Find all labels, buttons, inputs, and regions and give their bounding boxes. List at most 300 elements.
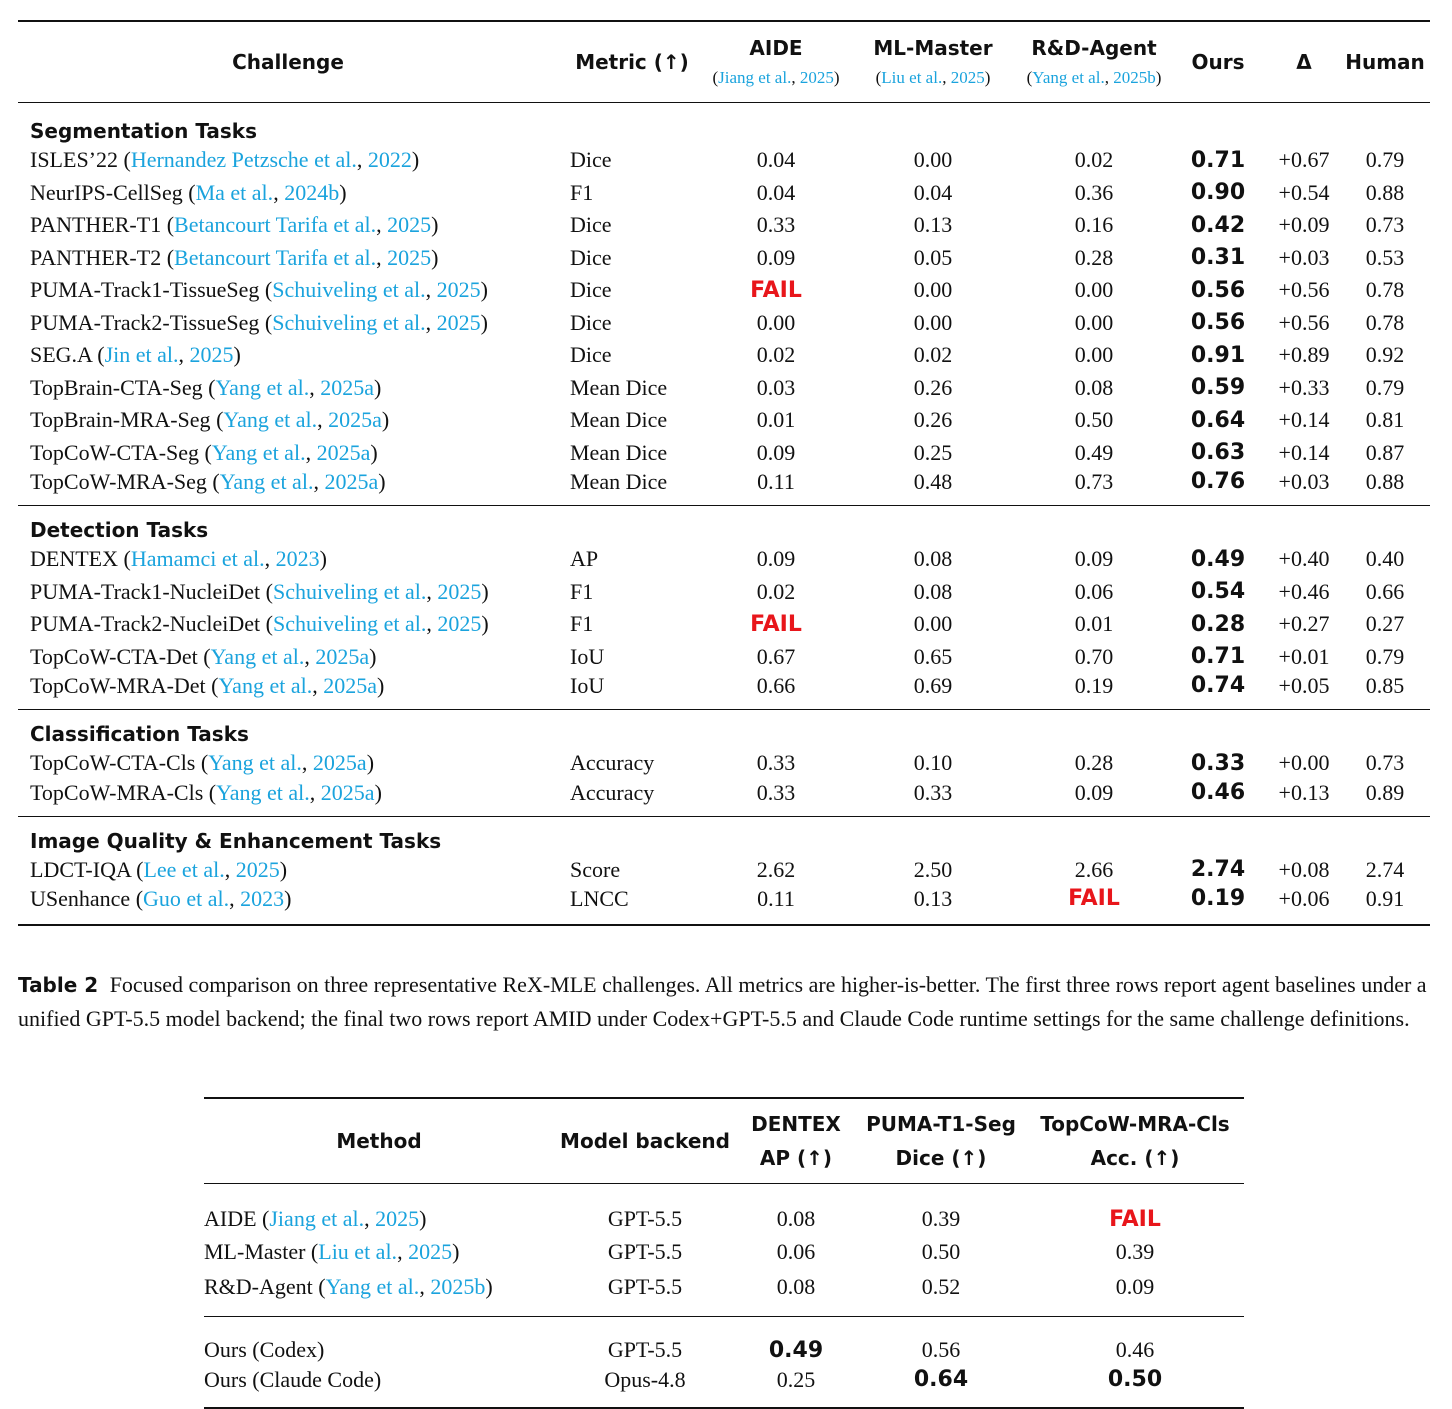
mlmaster-score-cell: 0.04 [913, 179, 953, 205]
ours-score-cell: 0.63 [1190, 440, 1246, 466]
topcow-score-cell: FAIL [1109, 1207, 1161, 1232]
metric-cell: F1 [570, 179, 594, 205]
cite-year-link[interactable]: 2025a [323, 673, 377, 698]
human-score-cell: 0.73 [1365, 750, 1405, 776]
aide-score-cell: 0.09 [756, 244, 796, 270]
table-row [18, 177, 1430, 210]
metric-cell: Dice [570, 244, 612, 270]
ours-score-cell: 0.46 [1168, 780, 1268, 817]
table-row [18, 437, 1430, 470]
cite-year-link[interactable]: 2025a [320, 374, 374, 400]
metric-cell: Dice [570, 212, 612, 238]
challenge-name: TopCoW-CTA-Det [30, 643, 198, 669]
rdagent-score-cell: 0.01 [1074, 611, 1114, 637]
cite-link[interactable]: Yang et al. [219, 469, 314, 494]
puma-score-cell: 0.64 [856, 1365, 1026, 1408]
table-row [18, 747, 1430, 780]
cite-link[interactable]: Yang et al. [218, 673, 313, 698]
human-score-cell: 0.87 [1365, 439, 1405, 465]
cite-link[interactable]: Hernandez Petzsche et al. [130, 147, 357, 173]
challenge-name: PUMA-Track1-NucleiDet [30, 578, 261, 604]
challenge-cell: TopBrain-CTA-Seg (Yang et al., 2025a) [30, 374, 382, 400]
puma-score-cell: 0.39 [921, 1206, 961, 1231]
metric-cell: Mean Dice [570, 407, 668, 433]
human-score-cell: 0.79 [1365, 147, 1405, 173]
rdagent-score-cell: 0.50 [1074, 407, 1114, 433]
cite-link[interactable]: Schuiveling et al. [272, 611, 427, 637]
challenge-name: NeurIPS-CellSeg [30, 179, 183, 205]
cite-year-link[interactable]: 2025 [950, 68, 985, 87]
ours-score-cell: 0.91 [1190, 342, 1246, 368]
cite-link[interactable]: Liu et al. [881, 68, 943, 87]
challenge-cell: TopCoW-MRA-Cls (Yang et al., 2025a) [18, 780, 558, 817]
cite-year-link[interactable]: 2025 [387, 244, 432, 270]
mlmaster-score-cell: 0.00 [913, 147, 953, 173]
metric-cell: IoU [558, 673, 706, 710]
delta-score-cell: +0.05 [1268, 673, 1340, 710]
section-header-row [18, 710, 1430, 748]
section-header-row [18, 816, 1430, 854]
aide-score-cell: 0.33 [756, 212, 796, 238]
ours-score-cell: 2.74 [1190, 857, 1246, 883]
method-cell: AIDE (Jiang et al., 2025) [204, 1206, 427, 1231]
challenge-cell: SEG.A (Jin et al., 2025) [30, 342, 241, 368]
section-title: Segmentation Tasks [30, 119, 258, 143]
metric-cell: LNCC [558, 886, 706, 925]
cite-link[interactable]: Lee et al. [143, 856, 225, 882]
header-mlmaster-label: ML-Master [873, 36, 993, 60]
rdagent-score-cell: 0.08 [1074, 374, 1114, 400]
puma-score-cell: 0.56 [921, 1336, 961, 1362]
backend-cell: GPT-5.5 [607, 1206, 683, 1231]
rdagent-score-cell: 0.00 [1074, 277, 1114, 303]
caption-text: Focused comparison on three representative ReX-MLE challenges. All metrics are higher-is-better. The first three rows report agent baselines under a unified GPT-5.5 model backend; the final two rows report AMID under Codex+GPT-5.5 and Claude Code runtime settings for the same challenge definitions. [18, 972, 1427, 1031]
challenge-cell: PANTHER-T2 (Betancourt Tarifa et al., 2025) [30, 244, 439, 270]
cite-year-link[interactable]: 2025 [436, 277, 481, 303]
challenge-name: PANTHER-T2 [30, 244, 162, 270]
challenge-name: LDCT-IQA [30, 856, 131, 882]
challenge-name: TopCoW-MRA-Seg [30, 469, 207, 494]
method-name: AIDE [204, 1206, 257, 1231]
challenge-name: PUMA-Track1-TissueSeg [30, 277, 260, 303]
delta-score-cell: +0.03 [1278, 244, 1330, 270]
ours-score-cell: 0.31 [1190, 245, 1246, 271]
mlmaster-score-cell: 0.65 [913, 643, 953, 669]
challenge-cell: TopCoW-MRA-Det (Yang et al., 2025a) [18, 673, 558, 710]
delta-score-cell: +0.40 [1278, 546, 1330, 572]
metric-cell: Mean Dice [570, 439, 668, 465]
human-score-cell: 0.88 [1340, 469, 1430, 506]
ours-score-cell: 0.74 [1168, 673, 1268, 710]
mlmaster-score-cell: 2.50 [913, 856, 953, 882]
rdagent-score-cell: 0.00 [1074, 309, 1114, 335]
table-row [204, 1184, 1244, 1236]
dentex-score-cell: 0.06 [776, 1239, 816, 1265]
human-score-cell: 0.78 [1365, 277, 1405, 303]
delta-score-cell: +0.54 [1278, 179, 1330, 205]
challenge-cell: TopCoW-CTA-Det (Yang et al., 2025a) [30, 643, 377, 669]
cite-link[interactable]: Yang et al. [325, 1273, 420, 1299]
table-row [18, 576, 1430, 609]
delta-score-cell: +0.46 [1278, 578, 1330, 604]
table-caption [18, 968, 1434, 1035]
cite-link[interactable]: Jin et al. [104, 342, 179, 368]
metric-cell: Dice [570, 309, 612, 335]
header-delta: Δ [1268, 21, 1340, 103]
cite-year-link[interactable]: 2025 [375, 1206, 420, 1231]
challenge-name: PUMA-Track2-NucleiDet [30, 611, 261, 637]
method-cell: Ours (Claude Code) [204, 1365, 554, 1408]
table-row [204, 1270, 1244, 1317]
metric-cell: AP [570, 546, 599, 572]
mlmaster-score-cell: 0.00 [913, 309, 953, 335]
header-rdagent-label: R&D-Agent [1031, 36, 1157, 60]
table-row [18, 209, 1430, 242]
challenge-name: SEG.A [30, 342, 92, 368]
topcow-score-cell: 0.39 [1115, 1239, 1155, 1265]
metric-cell: Accuracy [570, 750, 655, 776]
aide-score-cell: 0.11 [706, 469, 846, 506]
comparison-table-header [204, 1098, 1244, 1184]
challenge-cell: PUMA-Track1-NucleiDet (Schuiveling et al., 2025) [30, 578, 489, 604]
challenge-cell: LDCT-IQA (Lee et al., 2025) [30, 856, 288, 882]
comparison-table [204, 1097, 1244, 1409]
cite-year-link[interactable]: 2025a [320, 779, 375, 805]
challenge-cell: TopBrain-MRA-Seg (Yang et al., 2025a) [30, 407, 390, 433]
human-score-cell: 0.79 [1365, 374, 1405, 400]
cite-year-link[interactable]: 2023 [240, 886, 285, 911]
rdagent-score-cell: 0.70 [1074, 643, 1114, 669]
cite-year-link[interactable]: 2025a [328, 407, 382, 433]
dentex-score-cell: 0.25 [736, 1365, 856, 1408]
ours-score-cell: 0.76 [1168, 469, 1268, 506]
cite-link[interactable]: Guo et al. [143, 886, 230, 911]
table-row [18, 307, 1430, 340]
cite-year-link[interactable]: 2025 [436, 309, 481, 335]
cite-link[interactable]: Hamamci et al. [130, 546, 265, 572]
challenge-name: USenhance [30, 886, 131, 911]
cite-year-link[interactable]: 2024b [284, 179, 340, 205]
header-challenge: Challenge [18, 21, 558, 103]
cite-year-link[interactable]: 2025 [235, 856, 280, 882]
rdagent-score-cell: FAIL [1020, 886, 1168, 925]
header-mlmaster-citation: (Liu et al., 2025) [875, 68, 991, 87]
human-score-cell: 0.92 [1365, 342, 1405, 368]
ours-score-cell: 0.54 [1190, 579, 1246, 605]
aide-score-cell: 0.04 [756, 147, 796, 173]
metric-cell: IoU [570, 643, 605, 669]
method-cell: Ours (Codex) [204, 1336, 325, 1362]
mlmaster-score-cell: 0.48 [846, 469, 1020, 506]
rdagent-score-cell: 0.19 [1020, 673, 1168, 710]
aide-score-cell: 0.33 [706, 780, 846, 817]
caption-label: Table 2 [18, 973, 99, 997]
ours-score-cell: 0.90 [1190, 180, 1246, 206]
human-score-cell: 0.85 [1340, 673, 1430, 710]
ours-score-cell: 0.71 [1190, 644, 1246, 670]
backend-cell: GPT-5.5 [607, 1239, 683, 1265]
delta-score-cell: +0.01 [1278, 643, 1330, 669]
ours-score-cell: 0.64 [1190, 407, 1246, 433]
rdagent-score-cell: 0.28 [1074, 244, 1114, 270]
mlmaster-score-cell: 0.00 [913, 611, 953, 637]
cite-year-link[interactable]: 2022 [367, 147, 412, 173]
cite-link[interactable]: Yang et al. [215, 374, 310, 400]
cite-link[interactable]: Betancourt Tarifa et al. [174, 212, 377, 238]
metric-cell: Score [570, 856, 621, 882]
challenge-name: TopBrain-CTA-Seg [30, 374, 203, 400]
topcow-score-cell: 0.09 [1026, 1270, 1244, 1317]
header-human: Human [1340, 21, 1430, 103]
delta-score-cell: +0.56 [1278, 277, 1330, 303]
delta-score-cell: +0.03 [1268, 469, 1340, 506]
rdagent-score-cell: 2.66 [1074, 856, 1114, 882]
backend-cell: Opus-4.8 [554, 1365, 736, 1408]
metric-cell: Dice [570, 147, 612, 173]
mlmaster-score-cell: 0.69 [846, 673, 1020, 710]
dentex-score-cell: 0.49 [768, 1337, 824, 1363]
challenge-name: TopBrain-MRA-Seg [30, 407, 211, 433]
delta-score-cell: +0.14 [1278, 439, 1330, 465]
topcow-score-cell: 0.50 [1026, 1365, 1244, 1408]
table-row [18, 641, 1430, 674]
challenge-name: TopCoW-CTA-Cls [30, 750, 196, 776]
mlmaster-score-cell: 0.26 [913, 374, 953, 400]
table-row [18, 854, 1430, 887]
rdagent-score-cell: 0.09 [1074, 546, 1114, 572]
table-row [204, 1365, 1244, 1408]
table-row [18, 372, 1430, 405]
delta-score-cell: +0.00 [1278, 750, 1330, 776]
mlmaster-score-cell: 0.08 [913, 546, 953, 572]
rdagent-score-cell: 0.73 [1020, 469, 1168, 506]
cite-link[interactable]: Yang et al. [216, 779, 310, 805]
challenge-name: PANTHER-T1 [30, 212, 162, 238]
human-score-cell: 2.74 [1365, 856, 1405, 882]
method-name: R&D-Agent [204, 1273, 313, 1299]
header-puma-name: PUMA-T1-Seg [866, 1112, 1016, 1136]
challenge-cell: PANTHER-T1 (Betancourt Tarifa et al., 2025) [30, 212, 439, 238]
mlmaster-score-cell: 0.13 [913, 212, 953, 238]
cite-link[interactable]: Betancourt Tarifa et al. [174, 244, 377, 270]
delta-score-cell: +0.67 [1278, 147, 1330, 173]
human-score-cell: 0.53 [1365, 244, 1405, 270]
rdagent-score-cell: 0.02 [1074, 147, 1114, 173]
challenge-name: TopCoW-CTA-Seg [30, 439, 200, 465]
table-row [204, 1235, 1244, 1270]
delta-score-cell: +0.89 [1278, 342, 1330, 368]
ours-score-cell: 0.42 [1190, 212, 1246, 238]
method-cell: R&D-Agent (Yang et al., 2025b) [204, 1270, 554, 1317]
challenge-cell: DENTEX (Hamamci et al., 2023) [30, 546, 327, 572]
challenge-cell: TopCoW-MRA-Seg (Yang et al., 2025a) [18, 469, 558, 506]
table-row [18, 242, 1430, 275]
aide-score-cell: 0.09 [756, 439, 796, 465]
delta-score-cell: +0.06 [1268, 886, 1340, 925]
challenge-cell: PUMA-Track2-TissueSeg (Schuiveling et al., 2025) [30, 309, 488, 335]
metric-cell: Mean Dice [570, 374, 668, 400]
delta-score-cell: +0.09 [1278, 212, 1330, 238]
challenge-name: ISLES’22 [30, 147, 118, 173]
challenge-cell: ISLES’22 (Hernandez Petzsche et al., 2022) [30, 147, 420, 173]
aide-score-cell: 0.00 [756, 309, 796, 335]
cite-link[interactable]: Yang et al. [208, 750, 302, 776]
cite-link[interactable]: Yang et al. [210, 643, 305, 669]
rdagent-score-cell: 0.09 [1020, 780, 1168, 817]
cite-year-link[interactable]: 2025 [437, 578, 482, 604]
rdagent-score-cell: 0.16 [1074, 212, 1114, 238]
delta-score-cell: +0.33 [1278, 374, 1330, 400]
human-score-cell: 0.89 [1340, 780, 1430, 817]
cite-year-link[interactable]: 2025b [430, 1273, 486, 1299]
challenge-cell: NeurIPS-CellSeg (Ma et al., 2024b) [30, 179, 347, 205]
header-aide [706, 21, 846, 103]
header-aide-label: AIDE [749, 36, 803, 60]
table-row [18, 469, 1430, 506]
human-score-cell: 0.91 [1340, 886, 1430, 925]
cite-year-link[interactable]: 2025b [1113, 68, 1156, 87]
mlmaster-score-cell: 0.25 [913, 439, 953, 465]
cite-link[interactable]: Jiang et al. [718, 68, 792, 87]
results-table-body [18, 103, 1430, 926]
header-puma-metric: Dice (↑) [895, 1146, 987, 1170]
puma-score-cell: 0.52 [856, 1270, 1026, 1317]
ours-score-cell: 0.56 [1190, 277, 1246, 303]
header-dentex [736, 1098, 856, 1184]
table-row [18, 543, 1430, 576]
metric-cell: Dice [570, 342, 612, 368]
header-backend: Model backend [554, 1098, 736, 1184]
ours-score-cell: 0.33 [1190, 750, 1246, 776]
ours-score-cell: 0.59 [1190, 375, 1246, 401]
aide-score-cell: 2.62 [756, 856, 796, 882]
aide-score-cell: 0.01 [756, 407, 796, 433]
aide-score-cell: 0.04 [756, 179, 796, 205]
cite-link[interactable]: Ma et al. [195, 179, 274, 205]
method-cell: ML-Master (Liu et al., 2025) [204, 1239, 460, 1265]
header-topcow-metric: Acc. (↑) [1090, 1146, 1180, 1170]
aide-score-cell: 0.67 [756, 643, 796, 669]
table-row [18, 404, 1430, 437]
delta-score-cell: +0.08 [1278, 856, 1330, 882]
cite-year-link[interactable]: 2025a [316, 439, 371, 465]
human-score-cell: 0.78 [1365, 309, 1405, 335]
header-dentex-name: DENTEX [751, 1112, 841, 1136]
header-rdagent-citation: (Yang et al., 2025b) [1026, 68, 1162, 87]
human-score-cell: 0.81 [1365, 407, 1405, 433]
mlmaster-score-cell: 0.05 [913, 244, 953, 270]
header-dentex-metric: AP (↑) [759, 1146, 833, 1170]
mlmaster-score-cell: 0.33 [846, 780, 1020, 817]
cite-year-link[interactable]: 2025a [312, 750, 367, 776]
challenge-cell: TopCoW-CTA-Seg (Yang et al., 2025a) [30, 439, 378, 465]
mlmaster-score-cell: 0.08 [913, 578, 953, 604]
section-title: Classification Tasks [30, 722, 249, 746]
challenge-name: TopCoW-MRA-Cls [30, 779, 204, 805]
aide-score-cell: FAIL [750, 277, 802, 303]
header-rdagent [1020, 21, 1168, 103]
puma-score-cell: 0.50 [921, 1239, 961, 1265]
challenge-name: TopCoW-MRA-Det [30, 673, 206, 698]
table-row [204, 1316, 1244, 1365]
table-row [18, 886, 1430, 925]
human-score-cell: 0.73 [1365, 212, 1405, 238]
cite-link[interactable]: Schuiveling et al. [272, 277, 426, 303]
section-header-row [18, 103, 1430, 145]
dentex-score-cell: 0.08 [776, 1206, 816, 1231]
human-score-cell: 0.40 [1365, 546, 1405, 572]
header-topcow-name: TopCoW-MRA-Cls [1040, 1112, 1230, 1136]
mlmaster-score-cell: 0.00 [913, 277, 953, 303]
delta-score-cell: +0.27 [1278, 611, 1330, 637]
rdagent-score-cell: 0.06 [1074, 578, 1114, 604]
method-name: ML-Master [204, 1239, 306, 1265]
topcow-score-cell: 0.46 [1115, 1336, 1155, 1362]
section-title: Image Quality & Enhancement Tasks [30, 828, 442, 853]
cite-year-link[interactable]: 2025a [324, 469, 379, 494]
cite-link[interactable]: Jiang et al. [269, 1206, 365, 1231]
rdagent-score-cell: 0.49 [1074, 439, 1114, 465]
cite-year-link[interactable]: 2023 [275, 546, 320, 572]
metric-cell: Accuracy [558, 780, 706, 817]
table-row [18, 673, 1430, 710]
cite-year-link[interactable]: 2025a [315, 643, 370, 669]
header-topcow [1026, 1098, 1244, 1184]
results-table-header [18, 21, 1430, 103]
header-aide-citation: (Jiang et al., 2025) [712, 68, 840, 87]
header-ours: Ours [1168, 21, 1268, 103]
dentex-score-cell: 0.08 [736, 1270, 856, 1317]
cite-link[interactable]: Yang et al. [223, 407, 318, 433]
mlmaster-score-cell: 0.02 [913, 342, 953, 368]
cite-year-link[interactable]: 2025 [408, 1239, 453, 1265]
ours-score-cell: 0.56 [1190, 310, 1246, 336]
metric-cell: F1 [570, 611, 594, 637]
challenge-name: DENTEX [30, 546, 118, 572]
cite-year-link[interactable]: 2025 [387, 212, 432, 238]
aide-score-cell: 0.11 [706, 886, 846, 925]
cite-link[interactable]: Yang et al. [211, 439, 306, 465]
cite-year-link[interactable]: 2025 [437, 611, 482, 637]
table-row [18, 339, 1430, 372]
cite-link[interactable]: Schuiveling et al. [272, 578, 427, 604]
cite-link[interactable]: Liu et al. [318, 1239, 398, 1265]
aide-score-cell: 0.09 [756, 546, 796, 572]
challenge-name: PUMA-Track2-TissueSeg [30, 309, 260, 335]
ours-score-cell: 0.19 [1168, 886, 1268, 925]
backend-cell: GPT-5.5 [554, 1270, 736, 1317]
cite-link[interactable]: Yang et al. [1032, 68, 1105, 87]
mlmaster-score-cell: 0.26 [913, 407, 953, 433]
cite-year-link[interactable]: 2025 [799, 68, 834, 87]
backend-cell: GPT-5.5 [607, 1336, 683, 1362]
cite-link[interactable]: Schuiveling et al. [272, 309, 426, 335]
table-row [18, 144, 1430, 177]
human-score-cell: 0.88 [1365, 179, 1405, 205]
header-mlmaster [846, 21, 1020, 103]
rdagent-score-cell: 0.00 [1074, 342, 1114, 368]
cite-year-link[interactable]: 2025 [189, 342, 234, 368]
delta-score-cell: +0.56 [1278, 309, 1330, 335]
aide-score-cell: 0.02 [756, 342, 796, 368]
aide-score-cell: 0.02 [756, 578, 796, 604]
aide-score-cell: FAIL [750, 611, 802, 637]
header-puma [856, 1098, 1026, 1184]
human-score-cell: 0.79 [1365, 643, 1405, 669]
aide-score-cell: 0.66 [706, 673, 846, 710]
aide-score-cell: 0.33 [756, 750, 796, 776]
metric-cell: F1 [570, 578, 594, 604]
